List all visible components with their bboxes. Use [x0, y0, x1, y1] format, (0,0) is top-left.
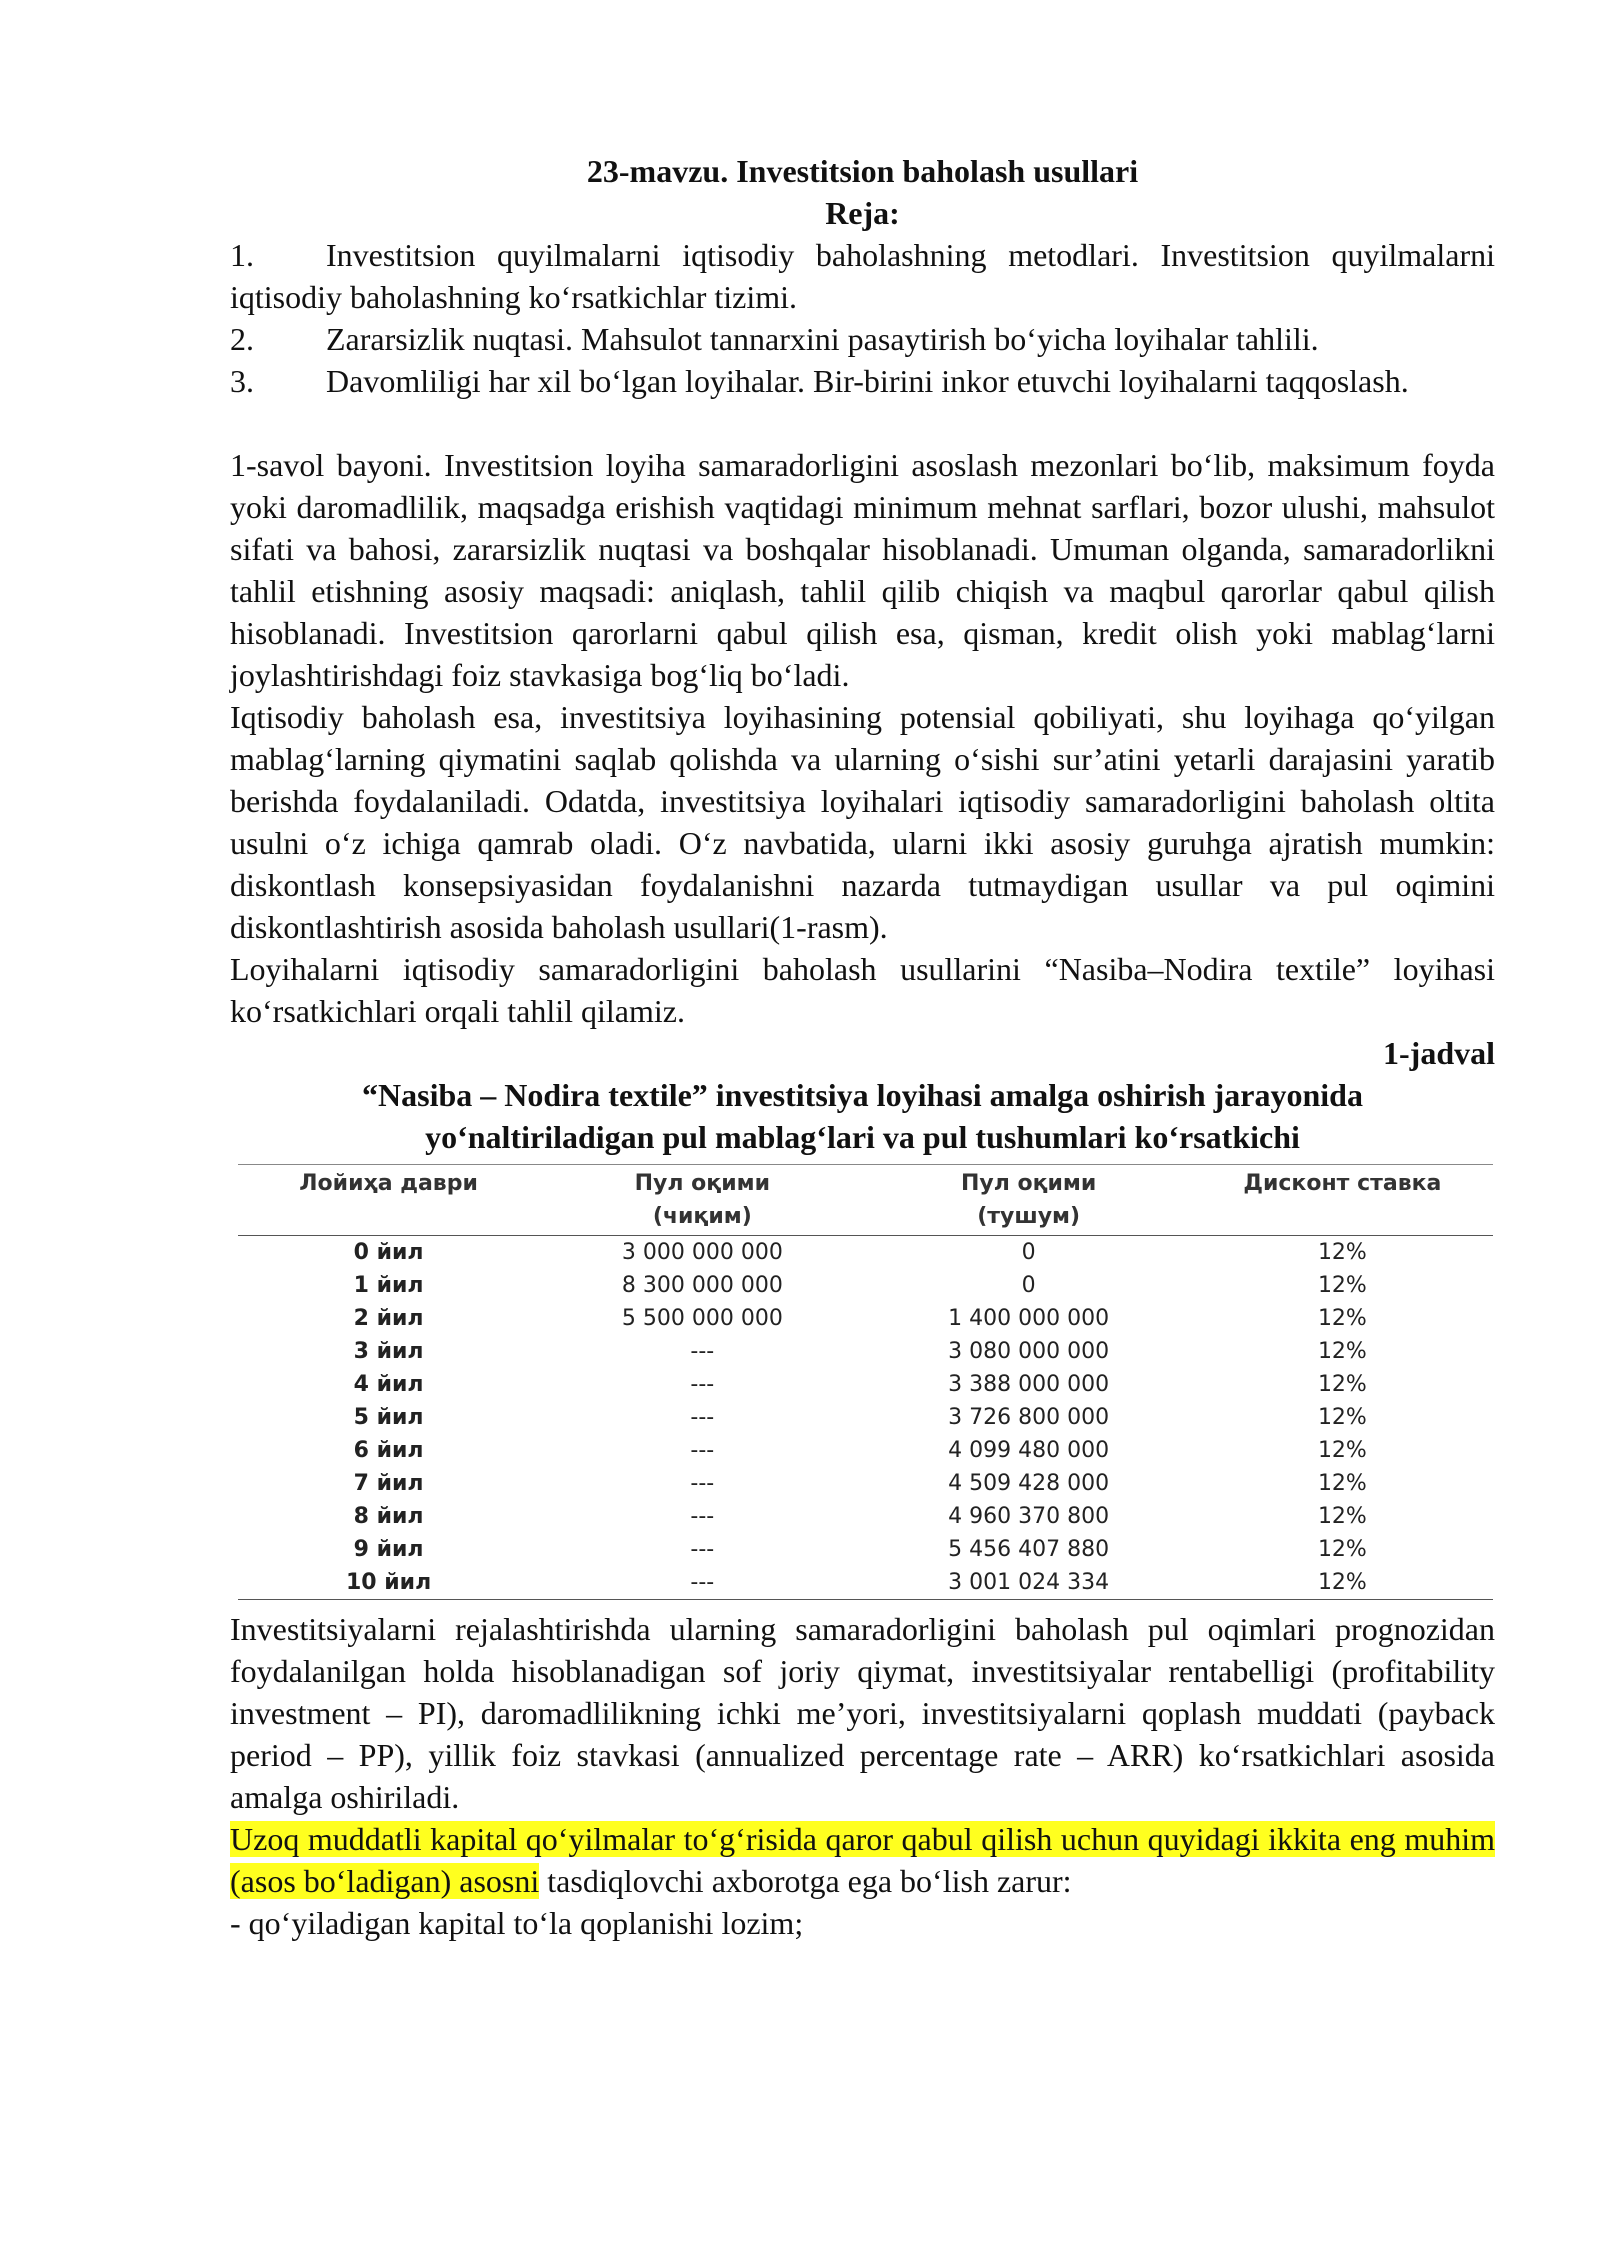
cell-inflow: 4 509 428 000 — [948, 1471, 1110, 1496]
cell-discount-rate: 12% — [1317, 1372, 1367, 1397]
highlighted-text: Uzoq muddatli kapital qoʻyilmalar toʻgʻrisida qaror qabul qilish uchun quyidagi ikkita eng muhim (asos boʻladigan) asosni — [230, 1821, 1495, 1899]
column-header-outflow: Пул оқими (чиқим) — [539, 1165, 865, 1236]
table-row — [238, 1236, 1493, 1270]
cell-period: 2 йил — [353, 1306, 424, 1331]
column-header-discount-rate: Дисконт ставка — [1192, 1165, 1493, 1236]
table-row — [238, 1533, 1493, 1566]
bullet-line: - qoʻyiladigan kapital toʻla qoplanishi lozim; — [230, 1905, 804, 1941]
cell-discount-rate: 12% — [1317, 1273, 1367, 1298]
table-body — [238, 1236, 1493, 1600]
cell-discount-rate: 12% — [1317, 1405, 1367, 1430]
plan-heading: Reja: — [825, 195, 900, 231]
paragraph-long-term-decision — [230, 1818, 1495, 1902]
cell-outflow: --- — [539, 1566, 865, 1600]
cell-discount-rate: 12% — [1317, 1504, 1367, 1529]
paragraph-economic-evaluation: Iqtisodiy baholash esa, investitsiya loyihasining potensial qobiliyati, shu loyihaga qoʻyilgan mablagʻlarning qiymatini saqlab qolishda va ularning oʻsishi sur’atini yetarli darajasini yaratib berishda foydalaniladi. Odatda, investitsiya loyihalari iqtisodiy samaradorligini baholash oltita usulni oʻz ichiga qamrab oladi. Oʻz navbatida, ularni ikki asosiy guruhga ajratish mumkin: diskontlash konsepsiyasidan foydalanishni nazarda tutmaydigan usullar va pul oqimini diskontlashtirish asosida baholash usullari(1-rasm). — [230, 699, 1495, 945]
table-row — [238, 1401, 1493, 1434]
spacer — [230, 402, 1495, 444]
cell-outflow: 3 000 000 000 — [621, 1240, 783, 1265]
paragraph-investment-planning: Investitsiyalarni rejalashtirishda ularning samaradorligini baholash pul oqimlari prognozidan foydalanilgan holda hisoblanadigan sof joriy qiymat, investitsiyalar rentabelligi (profitability investment – PI), daromadlilikning ichki me’yori, investitsiyalarni qoplash muddati (payback period – PP), yillik foiz stavkasi (annualized percentage rate – ARR) koʻrsatkichlari asosida amalga oshiriladi. — [230, 1611, 1495, 1815]
plan-item-number: 1. — [230, 237, 254, 273]
cell-discount-rate: 12% — [1317, 1240, 1367, 1265]
cell-inflow: 0 — [1021, 1240, 1036, 1265]
cell-outflow: --- — [690, 1471, 715, 1496]
cell-outflow: --- — [690, 1438, 715, 1463]
plan-item-text: Davomliligi har xil boʻlgan loyihalar. Bir-birini inkor etuvchi loyihalarni taqqoslash. — [326, 363, 1409, 399]
cell-period: 5 йил — [353, 1405, 424, 1430]
cell-discount-rate: 12% — [1192, 1566, 1493, 1600]
cell-inflow: 4 960 370 800 — [948, 1504, 1110, 1529]
document-page — [230, 150, 1495, 1944]
spacer — [230, 1600, 1495, 1608]
table-row — [238, 1368, 1493, 1401]
page-title: 23-mavzu. Investitsion baholash usullari — [586, 153, 1139, 189]
paragraph-rest: tasdiqlovchi axborotga ega boʻlish zarur: — [539, 1863, 1072, 1899]
cell-inflow: 5 456 407 880 — [948, 1537, 1110, 1562]
cell-inflow: 3 080 000 000 — [948, 1339, 1110, 1364]
table-row — [238, 1335, 1493, 1368]
cell-discount-rate: 12% — [1317, 1537, 1367, 1562]
table-row — [238, 1566, 1493, 1600]
cell-period: 4 йил — [353, 1372, 424, 1397]
cell-period: 0 йил — [353, 1240, 424, 1265]
cell-inflow: 3 388 000 000 — [948, 1372, 1110, 1397]
cell-period: 3 йил — [353, 1339, 424, 1364]
table-caption-line-2: yoʻnaltiriladigan pul mablagʻlari va pul tushumlari koʻrsatkichi — [425, 1119, 1300, 1155]
cell-period: 10 йил — [238, 1566, 539, 1600]
cell-outflow: --- — [690, 1405, 715, 1430]
cell-period: 1 йил — [353, 1273, 424, 1298]
table-row — [238, 1467, 1493, 1500]
plan-item-number: 3. — [230, 363, 254, 399]
table-row — [238, 1269, 1493, 1302]
cash-flow-table — [238, 1164, 1493, 1600]
plan-item-text: Zararsizlik nuqtasi. Mahsulot tannarxini pasaytirish boʻyicha loyihalar tahlili. — [326, 321, 1319, 357]
cell-outflow: --- — [690, 1537, 715, 1562]
plan-item-3 — [230, 360, 1495, 402]
cell-discount-rate: 12% — [1317, 1438, 1367, 1463]
table-row — [238, 1302, 1493, 1335]
paragraph-project-analysis: Loyihalarni iqtisodiy samaradorligini baholash usullarini “Nasiba–Nodira textile” loyihasi koʻrsatkichlari orqali tahlil qilamiz. — [230, 951, 1495, 1029]
table-caption-line-1: “Nasiba – Nodira textile” investitsiya loyihasi amalga oshirish jarayonida — [362, 1077, 1363, 1113]
cell-discount-rate: 12% — [1317, 1471, 1367, 1496]
table-row — [238, 1500, 1493, 1533]
table-row — [238, 1434, 1493, 1467]
cell-outflow: 5 500 000 000 — [621, 1306, 783, 1331]
cell-inflow: 3 001 024 334 — [865, 1566, 1191, 1600]
paragraph-question-1: 1-savol bayoni. Investitsion loyiha samaradorligini asoslash mezonlari boʻlib, maksimum foyda yoki daromadlilik, maqsadga erishish vaqtidagi minimum mehnat sarflari, bozor ulushi, mahsulot sifati va bahosi, zararsizlik nuqtasi va boshqalar hisoblanadi. Umuman olganda, samaradorlikni tahlil etishning asosiy maqsadi: aniqlash, tahlil qilib chiqish va maqbul qarorlar qabul qilish hisoblanadi. Investitsion qarorlarni qabul qilish esa, qisman, kredit olish yoki mablagʻlarni joylashtirishdagi foiz stavkasiga bogʻliq boʻladi. — [230, 447, 1495, 693]
cell-period: 7 йил — [353, 1471, 424, 1496]
cell-discount-rate: 12% — [1317, 1306, 1367, 1331]
cell-outflow: 8 300 000 000 — [621, 1273, 783, 1298]
table-label: 1-jadval — [1383, 1035, 1495, 1071]
plan-item-number: 2. — [230, 321, 254, 357]
cell-inflow: 3 726 800 000 — [948, 1405, 1110, 1430]
plan-item-2 — [230, 318, 1495, 360]
table-header-row — [238, 1165, 1493, 1236]
cell-inflow: 1 400 000 000 — [948, 1306, 1110, 1331]
column-header-inflow: Пул оқими (тушум) — [865, 1165, 1191, 1236]
cell-period: 8 йил — [353, 1504, 424, 1529]
column-header-period: Лойиҳа даври — [238, 1165, 539, 1236]
cell-outflow: --- — [690, 1372, 715, 1397]
cell-inflow: 4 099 480 000 — [948, 1438, 1110, 1463]
plan-item-text: Investitsion quyilmalarni iqtisodiy baholashning metodlari. Investitsion quyilmalarni iqtisodiy baholashning koʻrsatkichlar tizimi. — [230, 237, 1495, 315]
cell-period: 6 йил — [353, 1438, 424, 1463]
plan-item-1 — [230, 234, 1495, 318]
cell-discount-rate: 12% — [1317, 1339, 1367, 1364]
cell-period: 9 йил — [353, 1537, 424, 1562]
cell-inflow: 0 — [1021, 1273, 1036, 1298]
cell-outflow: --- — [690, 1339, 715, 1364]
cell-outflow: --- — [690, 1504, 715, 1529]
